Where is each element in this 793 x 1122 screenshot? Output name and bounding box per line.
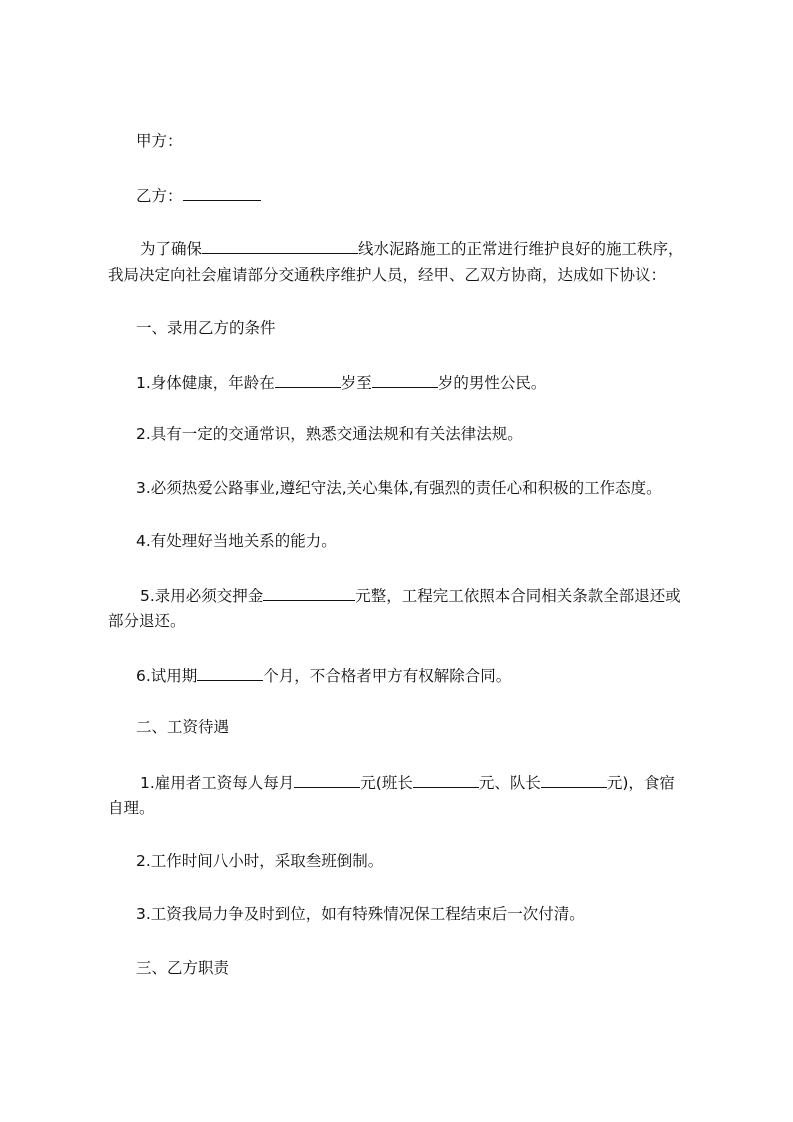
party-b-blank xyxy=(183,184,261,201)
item1-text-a: 1.身体健康，年龄在 xyxy=(136,374,275,392)
section2-item1 xyxy=(140,771,675,793)
section1-item1 xyxy=(136,371,546,393)
wage-text-d: 元)，食宿 xyxy=(606,774,675,792)
captain-wage-blank xyxy=(541,771,607,788)
deposit-blank xyxy=(263,584,355,601)
min-age-blank xyxy=(275,371,341,388)
probation-blank xyxy=(197,664,263,681)
party-b-line xyxy=(136,184,261,206)
section3-title xyxy=(136,958,229,978)
section2-heading: 二、工资待遇 xyxy=(136,718,230,736)
route-blank xyxy=(202,237,358,254)
section2-item3 xyxy=(136,904,585,924)
intro-text-3: 我局决定向社会雇请部分交通秩序维护人员，经甲、乙双方协商，达成如下协议： xyxy=(108,266,667,284)
max-age-blank xyxy=(372,371,438,388)
item6-text-b: 个月，不合格者甲方有权解除合同。 xyxy=(263,667,512,685)
party-a-label: 甲方： xyxy=(136,132,183,150)
monitor-wage-blank xyxy=(413,771,479,788)
section3-heading: 三、乙方职责 xyxy=(136,959,230,977)
intro-line-1 xyxy=(140,237,684,259)
party-b-label: 乙方： xyxy=(136,187,183,205)
wage-text-e: 自理。 xyxy=(108,799,155,817)
section1-heading: 一、录用乙方的条件 xyxy=(136,319,276,337)
wage-blank xyxy=(294,771,360,788)
item4-text: 4.有处理好当地关系的能力。 xyxy=(136,532,337,550)
section2-item1-cont xyxy=(108,798,155,818)
item6-text-a: 6.试用期 xyxy=(136,667,198,685)
section1-item3 xyxy=(136,478,662,498)
section1-item5-cont xyxy=(108,611,186,631)
item5-text-a: 5.录用必须交押金 xyxy=(140,587,264,605)
item1-text-c: 岁的男性公民。 xyxy=(437,374,547,392)
intro-text-2: 线水泥路施工的正常进行维护良好的施工秩序， xyxy=(358,240,684,258)
hours-text: 2.工作时间八小时，采取叁班倒制。 xyxy=(136,852,384,870)
payment-text: 3.工资我局力争及时到位，如有特殊情况保工程结束后一次付清。 xyxy=(136,905,585,923)
section1-item2 xyxy=(136,424,523,444)
section2-title xyxy=(136,717,229,737)
wage-text-b: 元(班长 xyxy=(360,774,413,792)
wage-text-c: 元、队长 xyxy=(478,774,541,792)
party-a-line xyxy=(136,131,183,151)
section1-item6 xyxy=(136,664,511,686)
item5-text-c: 部分退还。 xyxy=(108,612,186,630)
section1-title xyxy=(136,318,276,338)
item1-text-b: 岁至 xyxy=(340,374,372,392)
item5-text-b: 元整，工程完工依照本合同相关条款全部退还或 xyxy=(355,587,681,605)
intro-text-1: 为了确保 xyxy=(140,240,203,258)
item3-text: 3.必须热爱公路事业,遵纪守法,关心集体,有强烈的责任心和积极的工作态度。 xyxy=(136,479,662,497)
item2-text: 2.具有一定的交通常识，熟悉交通法规和有关法律法规。 xyxy=(136,425,523,443)
section1-item4 xyxy=(136,531,337,551)
section2-item2 xyxy=(136,851,383,871)
wage-text-a: 1.雇用者工资每人每月 xyxy=(140,774,295,792)
intro-line-2 xyxy=(108,265,666,285)
section1-item5 xyxy=(140,584,681,606)
